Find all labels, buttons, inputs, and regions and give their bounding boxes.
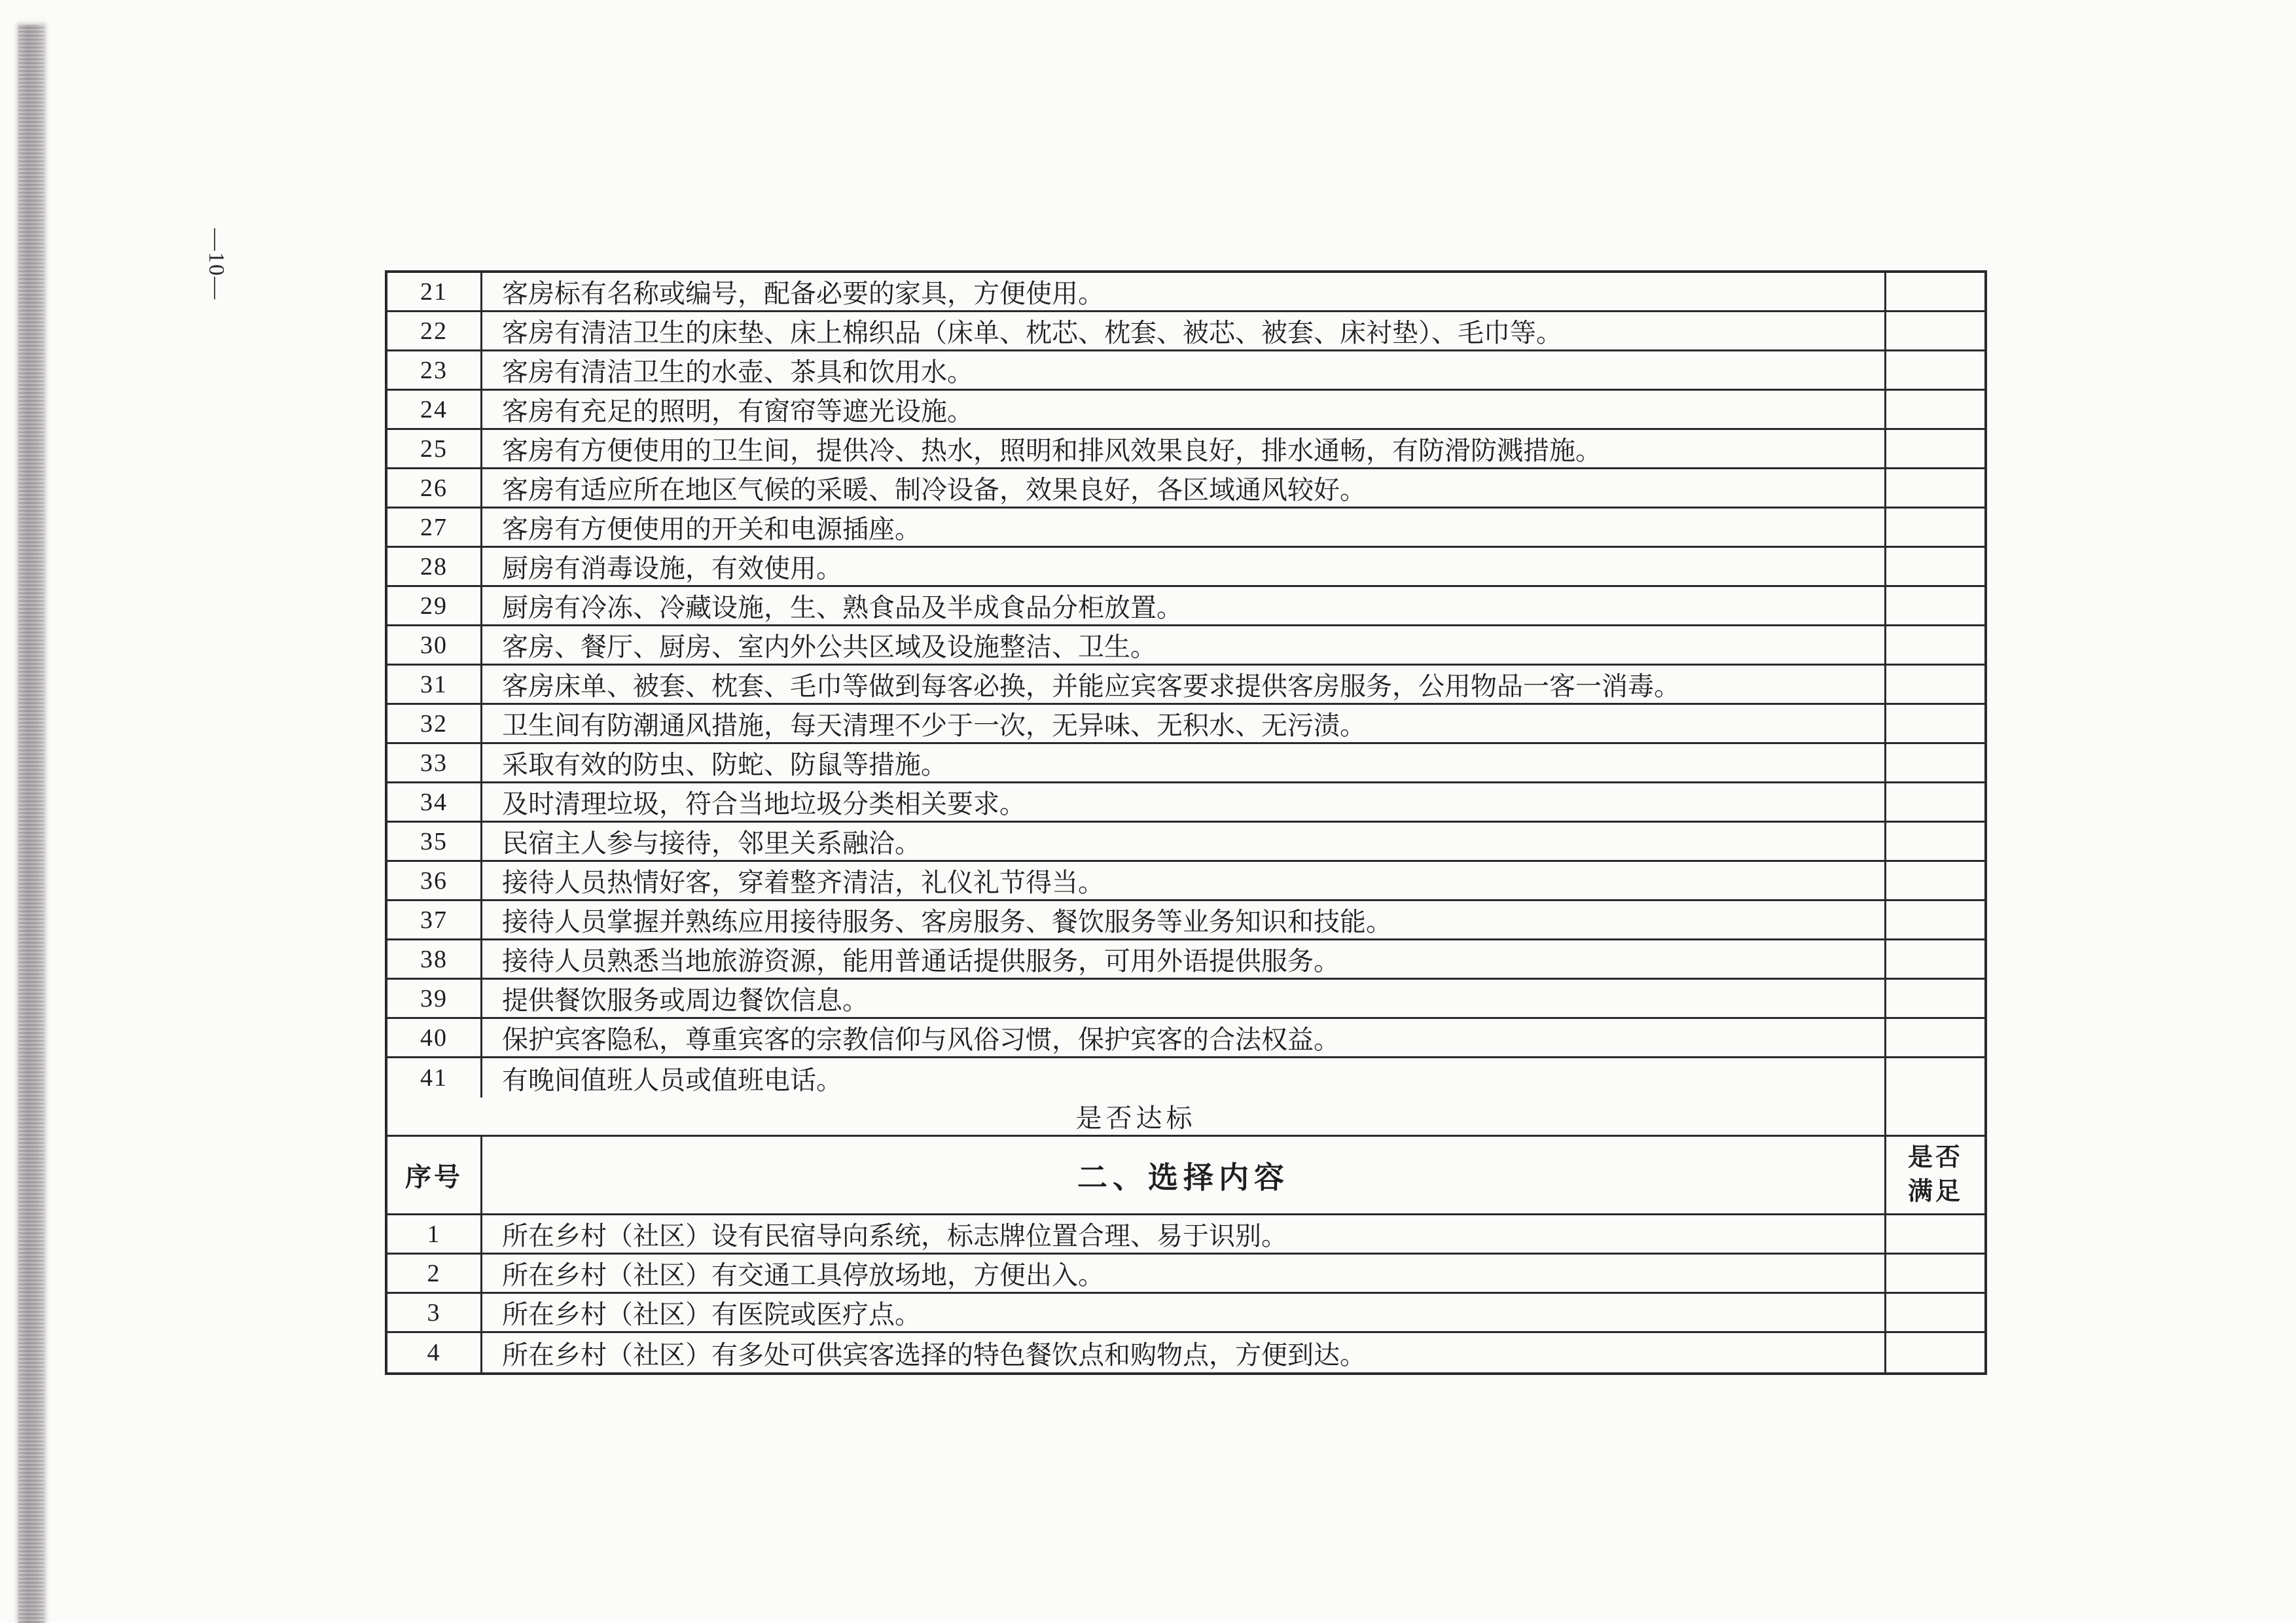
table-row xyxy=(387,783,1984,823)
table-row xyxy=(387,587,1984,626)
table-row xyxy=(387,744,1984,783)
row-number: 1 xyxy=(387,1215,482,1253)
check-cell xyxy=(1886,312,1984,349)
row-number: 33 xyxy=(387,744,482,781)
check-cell xyxy=(1886,469,1984,507)
section2-title: 二、选择内容 xyxy=(482,1137,1886,1213)
table-row xyxy=(387,940,1984,980)
row-number: 34 xyxy=(387,783,482,821)
table-row xyxy=(387,508,1984,548)
check-cell xyxy=(1886,1333,1984,1372)
table-row xyxy=(387,980,1984,1019)
table-row xyxy=(387,1019,1984,1058)
row-text: 厨房有消毒设施，有效使用。 xyxy=(482,548,1886,585)
row-text: 所在乡村（社区）有多处可供宾客选择的特色餐饮点和购物点，方便到达。 xyxy=(482,1333,1886,1372)
check-cell xyxy=(1886,901,1984,938)
row-text: 所在乡村（社区）有交通工具停放场地，方便出入。 xyxy=(482,1255,1886,1292)
section-footer-label: 是否达标 xyxy=(387,1097,1886,1135)
checklist-table xyxy=(385,270,1987,1375)
check-cell xyxy=(1886,273,1984,310)
table-row xyxy=(387,1255,1984,1294)
check-cell xyxy=(1886,548,1984,585)
row-number: 3 xyxy=(387,1294,482,1331)
row-text: 客房有清洁卫生的床垫、床上棉织品（床单、枕芯、枕套、被芯、被套、床衬垫）、毛巾等。 xyxy=(482,312,1886,349)
table-row xyxy=(387,351,1984,391)
check-cell xyxy=(1886,391,1984,428)
row-number: 22 xyxy=(387,312,482,349)
row-text: 客房标有名称或编号，配备必要的家具，方便使用。 xyxy=(482,273,1886,310)
row-text: 及时清理垃圾，符合当地垃圾分类相关要求。 xyxy=(482,783,1886,821)
column-header-check xyxy=(1886,1137,1984,1213)
check-cell xyxy=(1886,823,1984,860)
check-cell xyxy=(1886,783,1984,821)
table-row xyxy=(387,705,1984,744)
table-row xyxy=(387,1333,1984,1372)
row-text: 采取有效的防虫、防蛇、防鼠等措施。 xyxy=(482,744,1886,781)
row-number: 29 xyxy=(387,587,482,624)
check-cell xyxy=(1886,587,1984,624)
row-number: 23 xyxy=(387,351,482,389)
scan-binding-shadow xyxy=(18,25,45,1623)
row-text: 卫生间有防潮通风措施，每天清理不少于一次，无异味、无积水、无污渍。 xyxy=(482,705,1886,742)
row-number: 21 xyxy=(387,273,482,310)
row-text: 有晚间值班人员或值班电话。 xyxy=(482,1058,1886,1097)
table-row xyxy=(387,862,1984,901)
check-cell xyxy=(1886,1294,1984,1331)
check-cell xyxy=(1886,666,1984,703)
row-text: 客房有方便使用的卫生间，提供冷、热水，照明和排风效果良好，排水通畅，有防滑防溅措施。 xyxy=(482,430,1886,467)
table-row xyxy=(387,823,1984,862)
column-header-check-label: 是否满足 xyxy=(1907,1144,1963,1205)
row-number: 40 xyxy=(387,1019,482,1056)
table-row xyxy=(387,391,1984,430)
check-cell xyxy=(1886,1097,1984,1135)
check-cell xyxy=(1886,430,1984,467)
row-number: 4 xyxy=(387,1333,482,1372)
check-cell xyxy=(1886,744,1984,781)
table-row xyxy=(387,1058,1984,1097)
check-cell xyxy=(1886,1255,1984,1292)
row-number: 31 xyxy=(387,666,482,703)
check-cell xyxy=(1886,626,1984,664)
row-text: 提供餐饮服务或周边餐饮信息。 xyxy=(482,980,1886,1017)
row-number: 26 xyxy=(387,469,482,507)
check-cell xyxy=(1886,351,1984,389)
table-row xyxy=(387,312,1984,351)
row-text: 接待人员熟悉当地旅游资源，能用普通话提供服务，可用外语提供服务。 xyxy=(482,940,1886,978)
row-number: 28 xyxy=(387,548,482,585)
column-header-no: 序号 xyxy=(387,1137,482,1213)
table-row xyxy=(387,548,1984,587)
check-cell xyxy=(1886,1019,1984,1056)
row-text: 保护宾客隐私，尊重宾客的宗教信仰与风俗习惯，保护宾客的合法权益。 xyxy=(482,1019,1886,1056)
row-number: 24 xyxy=(387,391,482,428)
row-number: 41 xyxy=(387,1058,482,1097)
section-footer-row xyxy=(387,1097,1984,1137)
row-text: 接待人员掌握并熟练应用接待服务、客房服务、餐饮服务等业务知识和技能。 xyxy=(482,901,1886,938)
row-number: 37 xyxy=(387,901,482,938)
page-number: —10— xyxy=(204,228,228,300)
table-row xyxy=(387,626,1984,666)
table-row xyxy=(387,901,1984,940)
row-number: 35 xyxy=(387,823,482,860)
row-number: 36 xyxy=(387,862,482,899)
check-cell xyxy=(1886,980,1984,1017)
optional-items-section xyxy=(387,1215,1984,1372)
table-row xyxy=(387,1215,1984,1255)
row-text: 所在乡村（社区）有医院或医疗点。 xyxy=(482,1294,1886,1331)
table-row xyxy=(387,273,1984,312)
row-number: 32 xyxy=(387,705,482,742)
row-text: 客房有充足的照明，有窗帘等遮光设施。 xyxy=(482,391,1886,428)
row-number: 27 xyxy=(387,508,482,546)
row-text: 厨房有冷冻、冷藏设施，生、熟食品及半成食品分柜放置。 xyxy=(482,587,1886,624)
row-text: 客房、餐厅、厨房、室内外公共区域及设施整洁、卫生。 xyxy=(482,626,1886,664)
row-number: 30 xyxy=(387,626,482,664)
required-items-section xyxy=(387,273,1984,1097)
table-row xyxy=(387,1294,1984,1333)
row-number: 39 xyxy=(387,980,482,1017)
table-row xyxy=(387,469,1984,508)
check-cell xyxy=(1886,862,1984,899)
check-cell xyxy=(1886,508,1984,546)
row-text: 民宿主人参与接待，邻里关系融洽。 xyxy=(482,823,1886,860)
row-text: 所在乡村（社区）设有民宿导向系统，标志牌位置合理、易于识别。 xyxy=(482,1215,1886,1253)
section2-header-row xyxy=(387,1137,1984,1215)
row-number: 2 xyxy=(387,1255,482,1292)
row-number: 25 xyxy=(387,430,482,467)
table-row xyxy=(387,430,1984,469)
row-text: 接待人员热情好客，穿着整齐清洁，礼仪礼节得当。 xyxy=(482,862,1886,899)
check-cell xyxy=(1886,705,1984,742)
row-text: 客房有适应所在地区气候的采暖、制冷设备，效果良好，各区域通风较好。 xyxy=(482,469,1886,507)
check-cell xyxy=(1886,1058,1984,1097)
row-number: 38 xyxy=(387,940,482,978)
table-row xyxy=(387,666,1984,705)
row-text: 客房有方便使用的开关和电源插座。 xyxy=(482,508,1886,546)
check-cell xyxy=(1886,940,1984,978)
check-cell xyxy=(1886,1215,1984,1253)
row-text: 客房有清洁卫生的水壶、茶具和饮用水。 xyxy=(482,351,1886,389)
row-text: 客房床单、被套、枕套、毛巾等做到每客必换，并能应宾客要求提供客房服务，公用物品一客一消毒。 xyxy=(482,666,1886,703)
